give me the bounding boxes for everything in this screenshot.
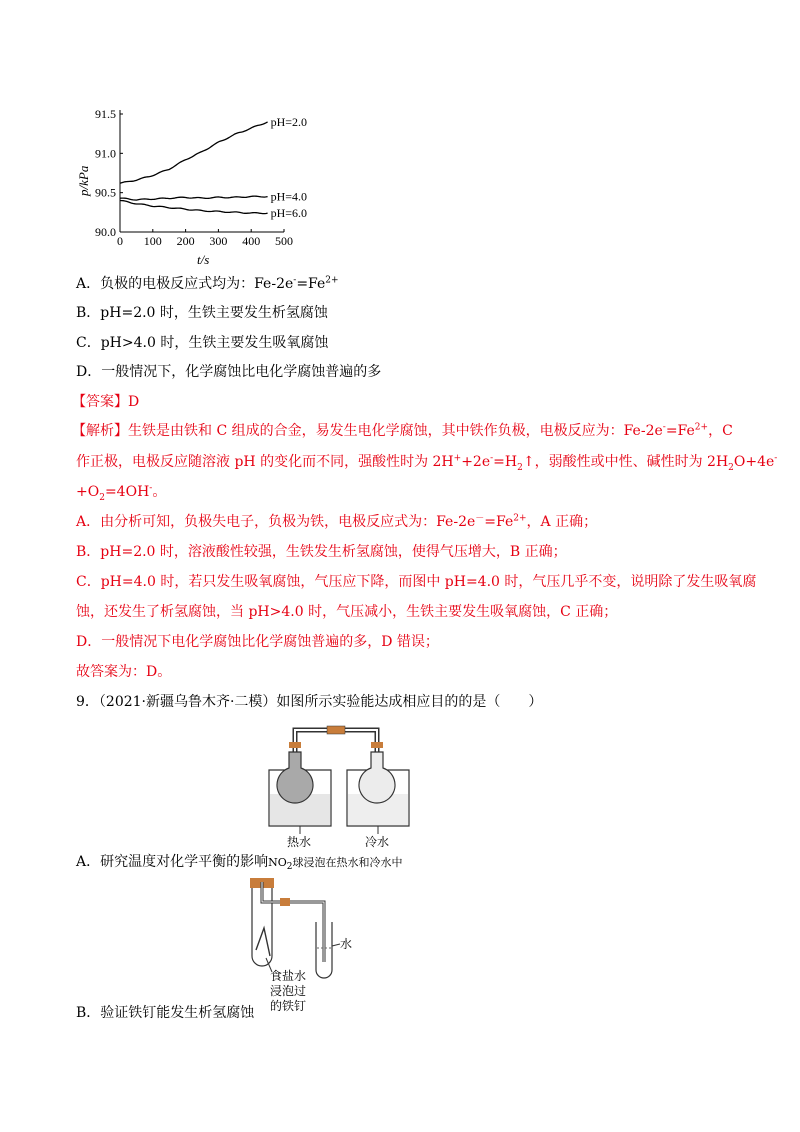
analysis-d: D．一般情况下电化学腐蚀比化学腐蚀普遍的多，D 错误； <box>76 634 439 650</box>
x-tick-label: 500 <box>275 234 293 248</box>
chart-ylabel: p/kPa <box>76 165 91 196</box>
option-a: A．负极的电极反应式均为：$Fe-2e^-=Fe^{2+}$ <box>76 275 339 292</box>
y-tick-label: 91.5 <box>95 107 116 121</box>
series-line-pH-6-0 <box>120 201 268 214</box>
stopper-left <box>289 742 301 748</box>
connecting-tube <box>295 730 377 760</box>
delivery-tube <box>262 882 324 962</box>
label-nail-3: 的铁钉 <box>270 999 307 1013</box>
series-line-pH-2-0 <box>120 122 268 183</box>
stopper-right <box>371 742 383 748</box>
answer: 【答案】D <box>72 394 140 410</box>
analysis-b: B．pH=2.0 时，溶液酸性较强，生铁发生析氢腐蚀，使得气压增大，B 正确； <box>76 544 567 560</box>
label-nail-1: 食盐水 <box>270 969 307 983</box>
analysis-a: A．由分析可知，负极失电子，负极为铁，电极反应式为：$Fe-2e^-=Fe^{2+}$，A 正确； <box>76 513 598 530</box>
x-tick-label: 0 <box>117 234 123 248</box>
label-cold-water: 冷水 <box>365 835 390 849</box>
chart-xlabel: t/s <box>197 252 210 267</box>
analysis-line-3: $+O_2=4OH^-$。 <box>76 483 167 503</box>
figure-nail-tube <box>240 872 370 1018</box>
label-nail-2: 浸泡过 <box>270 984 307 998</box>
pressure-chart <box>70 100 340 268</box>
y-tick-label: 90.0 <box>95 225 116 239</box>
label-hot-water: 热水 <box>287 835 312 849</box>
iron-nail-icon <box>256 928 270 956</box>
option-b: B．pH=2.0 时，生铁主要发生析氢腐蚀 <box>76 305 328 321</box>
option-c: C．pH>4.0 时，生铁主要发生吸氧腐蚀 <box>76 335 329 351</box>
q9-option-a: A．研究温度对化学平衡的影响$NO_2$球浸泡在热水和冷水中 <box>76 854 403 873</box>
series-line-pH-4-0 <box>120 196 268 200</box>
x-tick-label: 300 <box>209 234 228 248</box>
y-tick-label: 91.0 <box>95 146 116 161</box>
option-d: D．一般情况下，化学腐蚀比电化学腐蚀普遍的多 <box>76 364 382 380</box>
x-tick-label: 400 <box>242 234 261 248</box>
analysis-c-1: C．pH=4.0 时，若只发生吸氧腐蚀，气压应下降，而图中 pH=4.0 时，气压几乎不变，说明除了发生吸氧腐 <box>76 574 757 590</box>
analysis-line-1: 【解析】生铁是由铁和 C 组成的合金，易发生电化学腐蚀，其中铁作负极，电极反应为：$Fe-2e^-=Fe^{2+}$，C <box>72 422 733 439</box>
tube-clamp <box>327 726 345 734</box>
x-tick-label: 100 <box>143 234 162 248</box>
analysis-c-2: 蚀，还发生了析氢腐蚀，当 pH>4.0 时，气压减小，生铁主要发生吸氧腐蚀，C 正确； <box>76 604 618 620</box>
q9-stem: 9．（2021·新疆乌鲁木齐·二模）如图所示实验能达成相应目的的是（ ） <box>76 694 543 710</box>
series-label: pH=4.0 <box>270 189 308 204</box>
series-label: pH=6.0 <box>270 206 308 221</box>
series-label: pH=2.0 <box>270 114 308 129</box>
y-tick-label: 90.5 <box>95 185 116 200</box>
q9-option-b: B．验证铁钉能发生析氢腐蚀 <box>76 1005 255 1021</box>
analysis-conclusion: 故答案为：D。 <box>76 664 172 680</box>
x-tick-label: 200 <box>176 234 195 248</box>
figure-flasks <box>265 718 415 850</box>
label-water: 水 <box>340 937 353 951</box>
analysis-line-2: 作正极，电极反应随溶液 pH 的变化而不同，强酸性时为 $2H^++2e^-=H_2↑$，弱酸性或中性、碱性时为 $2H_2O+4e^-$ <box>76 453 778 473</box>
